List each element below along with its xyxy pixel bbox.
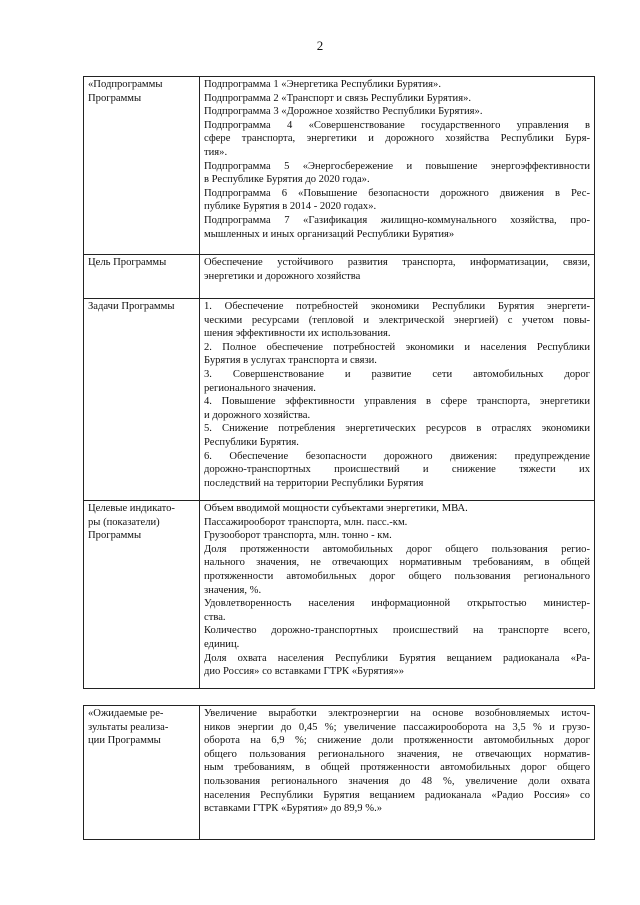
row-label-subprograms: «Подпрограммы Программы [84,77,200,255]
expected-results-table [83,705,595,840]
table-row-expected [84,706,595,840]
page-number: 2 [316,38,324,53]
row-content-goal: Обеспечение устойчивого развития транспорта, информатизации, связи, энергетики и дорожного хозяйства [200,255,595,299]
row-content-expected: Увеличение выработки электроэнергии на основе возобновляемых источ- ников энергии до 0,45 %; увеличение пассажирооборота на 3,5 % и грузо- оборота на 6,9 %; снижение доли протяженности автомобильных дорог общего пользования регионального значения, не отвечающих норматив- ным требованиям, в общей протяженности автомобильных дорог общего пользования регионального значения до 48 %, увеличение доли охвата населения Республики Бурятия вещанием радиоканала «Радио Россия» со вставками ГТРК «Бурятия» до 89,9 %.» [200,706,595,840]
row-content-indicators: Объем вводимой мощности субъектами энергетики, МВА. Пассажирооборот транспорта, млн. пасс.-км. Грузооборот транспорта, млн. тонно - км. Доля протяженности автомобильных дорог общего пользования регио- нального значения, не отвечающих нормативным требованиям, в общей протяженности автомобильных дорог общего пользования регионального значения, %. Удовлетворенность населения информационной открытостью министер- ства. Количество дорожно-транспортных происшествий на транспорте всего, единиц. Доля охвата населения Республики Бурятия вещанием радиоканала «Ра- дио Россия» со вставками ГТРК «Бурятия»» [200,501,595,689]
row-label-expected: «Ожидаемые ре- зультаты реализа- ции Программы [84,706,200,840]
table-row-subprograms [84,77,595,255]
row-label-goal: Цель Программы [84,255,200,299]
row-label-tasks: Задачи Программы [84,299,200,501]
table-row-tasks [84,299,595,501]
table-row-indicators [84,501,595,689]
row-content-tasks: 1. Обеспечение потребностей экономики Республики Бурятия энергети- ческими ресурсами (тепловой и электрической энергией) с учетом повы- шения эффективности их использования. 2. Полное обеспечение потребностей экономики и населения Республики Бурятия в услугах транспорта и связи. 3. Совершенствование и развитие сети автомобильных дорог регионального значения. 4. Повышение эффективности управления в сфере транспорта, энергетики и дорожного хозяйства. 5. Снижение потребления энергетических ресурсов в отраслях экономики Республики Бурятия. 6. Обеспечение безопасности дорожного движения: предупреждение дорожно-транспортных происшествий и снижение тяжести их последствий на территории Республики Бурятия [200,299,595,501]
row-content-subprograms: Подпрограмма 1 «Энергетика Республики Бурятия». Подпрограмма 2 «Транспорт и связь Республики Бурятия». Подпрограмма 3 «Дорожное хозяйство Республики Бурятия». Подпрограмма 4 «Совершенствование государственного управления в сфере транспорта, энергетики и дорожного хозяйства Республики Буря- тия». Подпрограмма 5 «Энергосбережение и повышение энергоэффективности в Республике Бурятия до 2020 года». Подпрограмма 6 «Повышение безопасности дорожного движения в Рес- публике Бурятия в 2014 - 2020 годах». Подпрограмма 7 «Газификация жилищно-коммунального хозяйства, про- мышленных и иных организаций Республики Бурятия» [200,77,595,255]
table-row-goal [84,255,595,299]
program-passport-table [83,76,595,689]
row-label-indicators: Целевые индикато- ры (показатели) Программы [84,501,200,689]
